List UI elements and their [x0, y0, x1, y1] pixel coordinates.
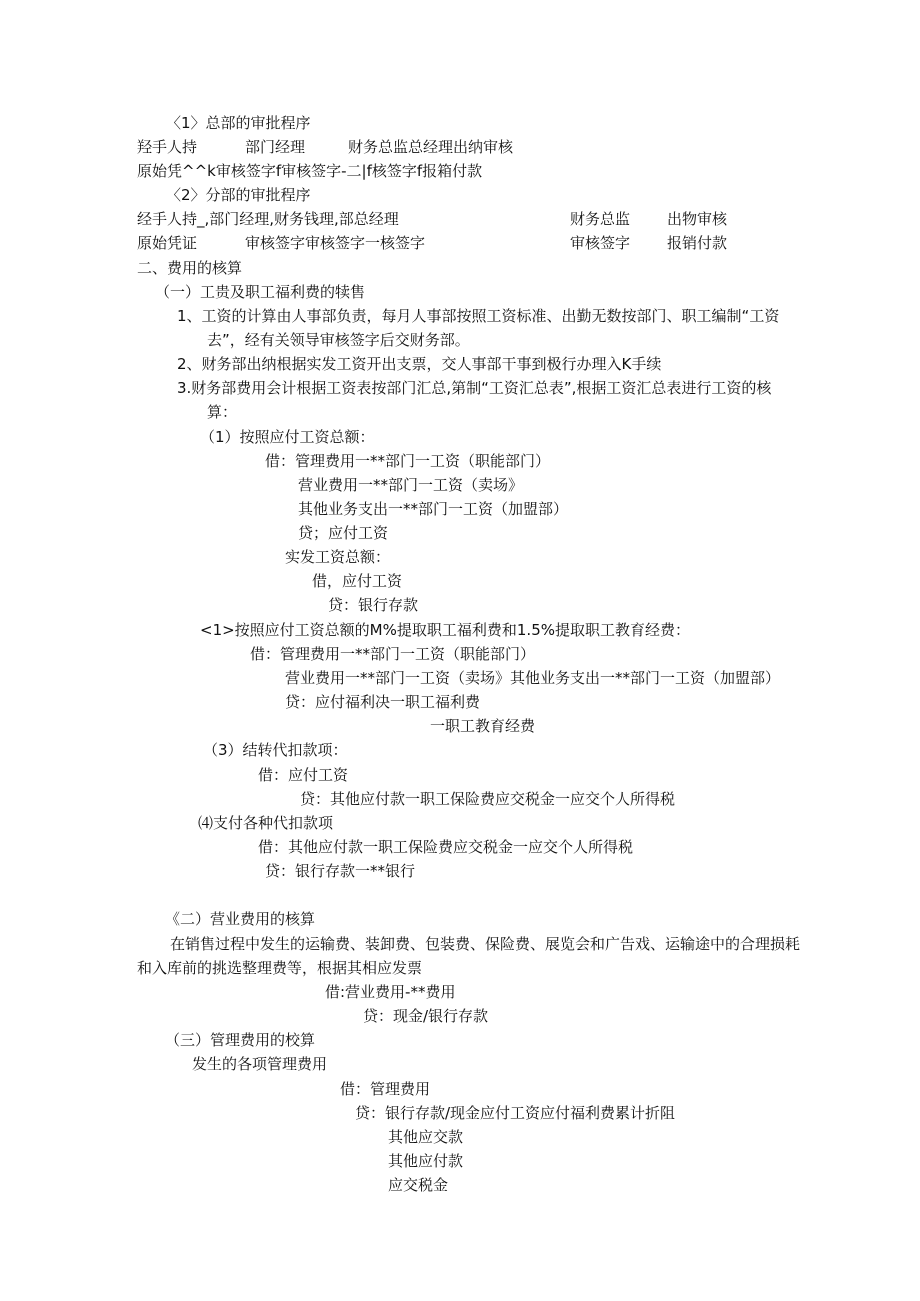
text-line: 借：管理费用 — [340, 1080, 431, 1098]
text-line: 其他业务支出一**部门一工资（加盟部） — [298, 500, 569, 518]
text-line: 营业费用一**部门一工资（卖场》其他业务支出一**部门一工资（加盟部） — [285, 669, 781, 687]
text-line: 贷：应付福利决一职工福利费 — [285, 693, 481, 711]
text-line: 借：管理费用一**部门一工资（职能部门） — [250, 645, 536, 663]
text-line: （1）按照应付工资总额： — [200, 428, 375, 446]
text-line: 借：应付工资 — [258, 766, 349, 784]
text-line: 部门经理 — [245, 138, 306, 156]
text-line: 借：其他应付款一职工保险费应交税金一应交个人所得税 — [258, 838, 634, 856]
text-line: 1、工资的计算由人事部负责，每月人事部按照工资标准、出勤无数按部门、职工编制“工资 — [177, 307, 780, 325]
text-line: 经手人持_,部门经理,财务钱理,部总经理 — [137, 210, 399, 228]
text-line: 出物审核 — [667, 210, 728, 228]
text-line: 审核签字审核签字一核签字 — [245, 234, 426, 252]
text-line: <1>按照应付工资总额的M%提取职工福利费和1.5%提取职工教育经费： — [200, 621, 690, 639]
section-heading: （三）管理费用的校算 — [165, 1031, 316, 1049]
text-line: 发生的各项管理费用 — [192, 1055, 328, 1073]
text-line: 财务总监 — [570, 210, 631, 228]
text-line: 〈2〉分部的审批程序 — [166, 186, 311, 204]
text-line: 贷：银行存款 — [328, 596, 419, 614]
text-line: ⑷支付各种代扣款项 — [198, 814, 334, 832]
text-line: 算： — [207, 403, 238, 421]
text-line: 羟手人持 — [137, 138, 198, 156]
text-line: （3）结转代扣款项： — [203, 741, 348, 759]
text-line: 贷；应付工资 — [298, 524, 389, 542]
text-line: 审核签字 — [570, 234, 631, 252]
text-line: 在销售过程中发生的运输费、装卸费、包装费、保险费、展览会和广告戏、运输途中的合理损耗 — [170, 935, 801, 953]
section-heading: 二、费用的核算 — [137, 259, 243, 277]
text-line: 贷：其他应付款一职工保险费应交税金一应交个人所得税 — [300, 790, 676, 808]
text-line: 应交税金 — [388, 1176, 449, 1194]
text-line: 原始凭证 — [137, 234, 198, 252]
text-line: 贷：现金/银行存款 — [363, 1007, 489, 1025]
section-heading: 《二）营业费用的核算 — [165, 910, 316, 928]
text-line: 其他应付款 — [388, 1152, 464, 1170]
text-line: 贷：银行存款一**银行 — [265, 862, 416, 880]
text-line: 2、财务部出纳根据实发工资开出支票，交人事部干事到极行办理入K手续 — [177, 355, 662, 373]
text-line: 3.财务部费用会计根据工资表按部门汇总,第制“工资汇总表”,根据工资汇总表进行工资的核 — [177, 379, 772, 397]
text-line: 借:营业费用-**费用 — [325, 983, 456, 1001]
text-line: 一职工教育经费 — [430, 717, 536, 735]
text-line: 去”，经有关领导审核签字后交财务部。 — [207, 331, 470, 349]
text-line: 贷：银行存款/现金应付工资应付福利费累计折阻 — [355, 1104, 676, 1122]
section-heading: （一）工贵及职工福利费的犊售 — [155, 283, 366, 301]
text-line: 和入库前的挑选整理费等，根据其相应发票 — [137, 959, 423, 977]
text-line: 财务总监总经理出纳审核 — [348, 138, 514, 156]
text-line: 营业费用一**部门一工资（卖场》 — [298, 476, 524, 494]
text-line: 〈1〉总部的审批程序 — [166, 114, 311, 132]
text-line: 原始凭^^k审核签字f审核签字-二|f核签字f报箱付款 — [137, 162, 483, 180]
text-line: 其他应交款 — [388, 1128, 464, 1146]
text-line: 借：管理费用一**部门一工资（职能部门） — [265, 452, 551, 470]
text-line: 报销付款 — [667, 234, 728, 252]
text-line: 实发工资总额： — [285, 548, 391, 566]
text-line: 借，应付工资 — [312, 572, 403, 590]
